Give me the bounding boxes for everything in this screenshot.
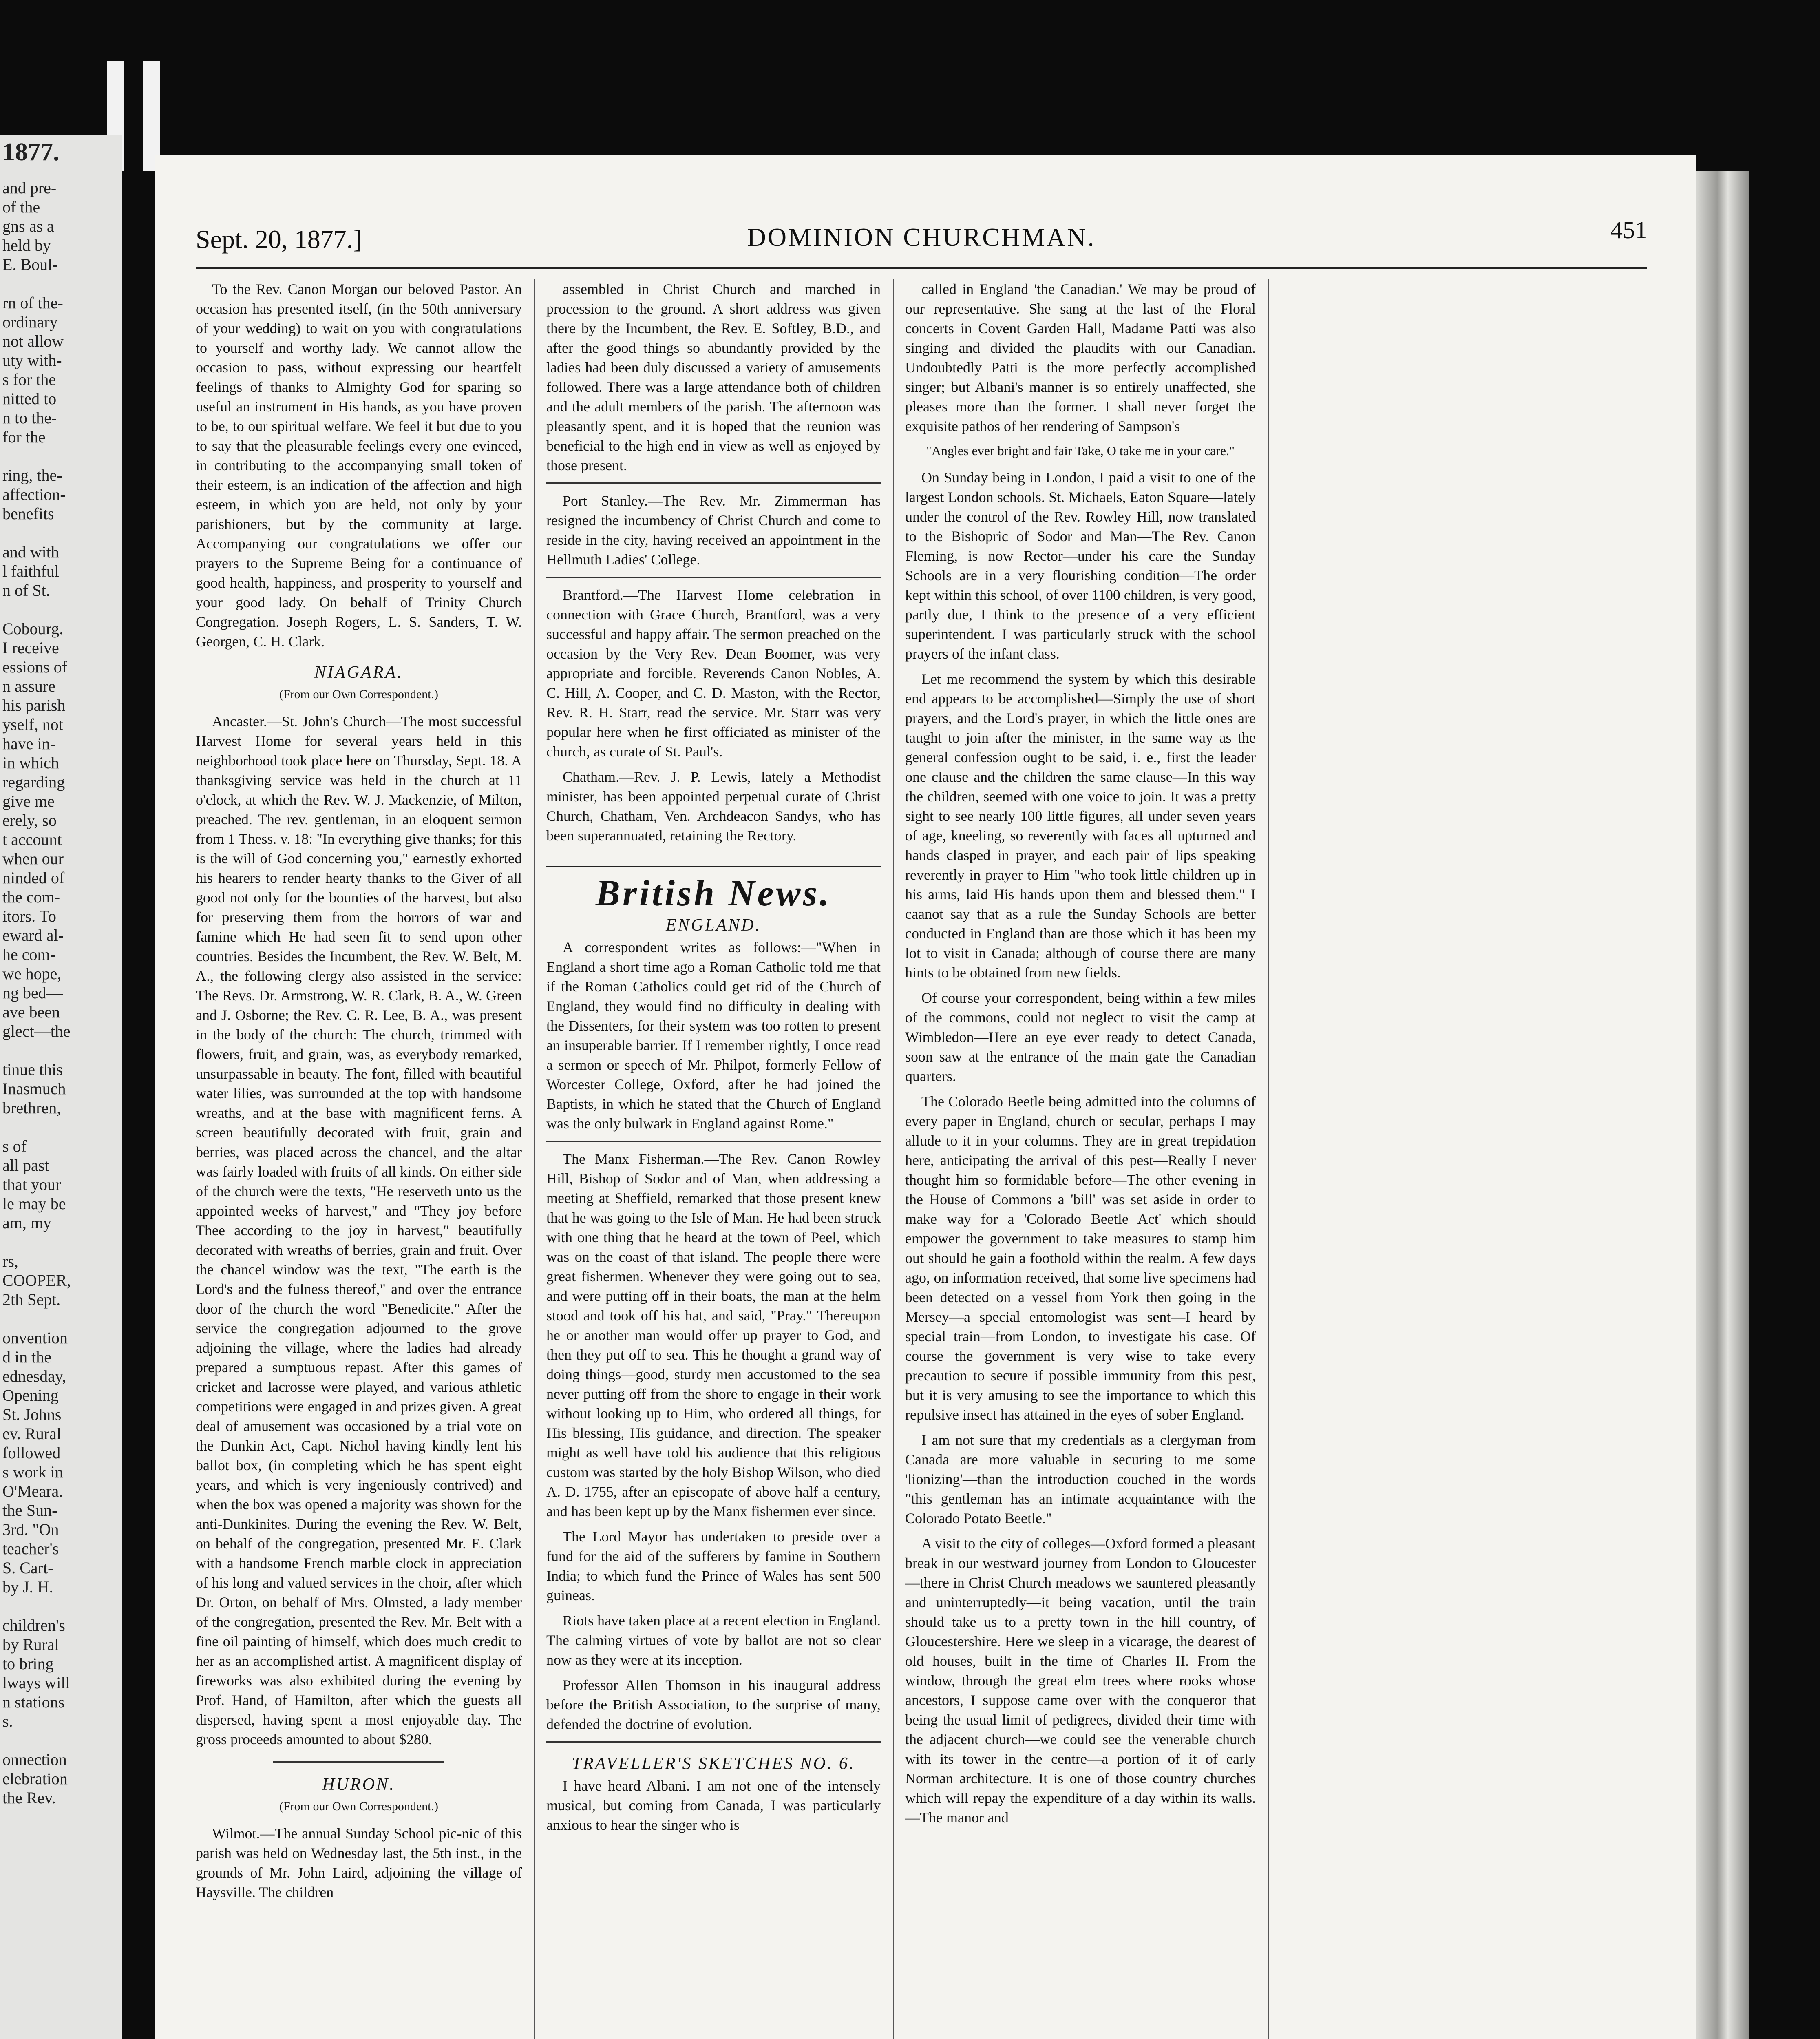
header-rule	[196, 267, 1647, 269]
previous-page-line: affection-	[2, 485, 66, 504]
previous-page-line: COOPER,	[2, 1271, 71, 1289]
previous-page-line: Cobourg.	[2, 619, 64, 638]
article-paragraph: Of course your correspondent, being within a few miles of the commons, could not neglect to visit the camp at Wimbledon—Here an eye ever ready to detect Canada, soon saw at the entrance of the main gate the Canadian quarters.	[905, 990, 1256, 1084]
article-paragraph: The Lord Mayor has undertaken to preside over a fund for the aid of the sufferers by famine in Southern India; to which fund the Prince of Wales has sent 500 guineas.	[546, 1528, 881, 1603]
previous-page-line: and with	[2, 543, 59, 561]
previous-page-line: we hope,	[2, 964, 62, 983]
previous-page-line: onnection	[2, 1750, 67, 1769]
previous-page-line: children's	[2, 1616, 65, 1634]
previous-page-line: held by	[2, 236, 51, 254]
previous-page-line: t account	[2, 830, 62, 849]
section-heading: HURON.	[322, 1775, 395, 1794]
previous-page-line: rn of the-	[2, 294, 63, 312]
article-paragraph: The Manx Fisherman.—The Rev. Canon Rowley Hill, Bishop of Sodor and of Man, when addressing a meeting at Sheffield, remarked that those present knew that he was going to the Isle of Man. He had been struck with one thing that he heard at the town of Peel, which was on the coast of that island. The people there were great fishermen. Whenever they were going out to sea, and were putting off in their boats, the man at the helm stood and took off his hat, and said, "Pray." Thereupon he or another man would offer up prayer to God, and then they put off to sea. This he thought a grand way of doing things—good, sturdy men accustomed to the sea never putting off from the shore to engage in their work without looking up to Him, who ordered all things, for His blessing, His guidance, and direction. The speaker might as well have told his audience that this religious custom was started by the holy Bishop Wilson, who died A. D. 1755, after an episcopate of above half a century, and has been kept up by the Manx fishermen ever since.	[546, 1151, 881, 1519]
previous-page-line: d in the	[2, 1348, 51, 1366]
correspondent-note: (From our Own Correspondent.)	[279, 1800, 438, 1813]
previous-page-line	[0, 1309, 122, 1328]
previous-page-line: I receive	[2, 639, 59, 657]
section-heading: TRAVELLER'S SKETCHES NO. 6.	[572, 1754, 855, 1773]
previous-page-line: itors. To	[2, 907, 57, 925]
article-paragraph: On Sunday being in London, I paid a visit to one of the largest London schools. St. Michaels, Eaton Square—lately under the control of the Rev. Rowley Hill, now translated to the Bishopric of Sodor and Man—The Rev. Canon Fleming, is now Rector—under his care the Sunday Schools are in a very flourishing condition—The order kept within this school, of over 1100 children, is very good, partly due, I think to the presence of a very efficient superintendent. I was particularly struck with the school prayers of the infant class.	[905, 469, 1256, 662]
previous-page-line: he com-	[2, 945, 55, 964]
section-rule	[546, 1141, 881, 1142]
header-date: Sept. 20, 1877.]	[196, 225, 362, 254]
previous-page-line	[0, 274, 122, 293]
previous-page-line: rs,	[2, 1252, 18, 1270]
previous-page-line: have in-	[2, 734, 55, 753]
article-paragraph: assembled in Christ Church and marched in procession to the ground. A short address was given there by the Incumbent, the Rev. E. Softley, B.D., and after the good things so abundantly provided by the ladies had been duly discussed a variety of amusements followed. There was a large attendance both of children and the adult members of the parish. The afternoon was pleasantly spent, and it is hoped that the reunion was beneficial to the high end in view as well as enjoyed by those present.	[546, 281, 881, 473]
previous-page-line: by Rural	[2, 1635, 59, 1654]
previous-page-line: eward al-	[2, 926, 64, 944]
verse-quote: "Angles ever bright and fair Take, O take me in your care."	[926, 443, 1235, 458]
column-divider	[534, 279, 535, 2039]
article-paragraph: Professor Allen Thomson in his inaugural address before the British Association, to the surprise of many, defended the doctrine of evolution.	[546, 1677, 881, 1732]
previous-page-line	[0, 1597, 122, 1616]
article-paragraph: I have heard Albani. I am not one of the intensely musical, but coming from Canada, I was particularly anxious to hear the singer who is	[546, 1778, 881, 1833]
previous-page-line: of the	[2, 198, 40, 216]
previous-page-line: elebration	[2, 1769, 68, 1788]
previous-page-line: ave been	[2, 1003, 60, 1021]
column-2	[546, 279, 881, 2039]
previous-page-line: gns as a	[2, 217, 54, 235]
section-heading: NIAGARA.	[314, 663, 403, 682]
previous-page-line: benefits	[2, 504, 54, 523]
previous-page-line: l faithful	[2, 562, 59, 580]
section-rule	[546, 482, 881, 484]
previous-page-line: Opening	[2, 1386, 59, 1404]
previous-page-line: ring, the-	[2, 466, 62, 484]
previous-page-line: 3rd. "On	[2, 1520, 59, 1539]
previous-page-line: brethren,	[2, 1099, 61, 1117]
previous-page-line: essions of	[2, 658, 67, 676]
header-title: DOMINION CHURCHMAN.	[747, 223, 1096, 252]
previous-page-line: ev. Rural	[2, 1424, 62, 1443]
previous-page-line: regarding	[2, 773, 65, 791]
section-heading: ENGLAND.	[666, 916, 761, 935]
previous-page-line: n to the-	[2, 409, 57, 427]
previous-page-line: E. Boul-	[2, 255, 58, 274]
previous-page-line	[0, 1232, 122, 1252]
article-paragraph: Riots have taken place at a recent election in England. The calming virtues of vote by ballot are not so clear now as they were at its inception.	[546, 1612, 881, 1668]
previous-page-line: the com-	[2, 888, 60, 906]
previous-page-line: n of St.	[2, 581, 50, 599]
previous-page-line	[0, 1041, 122, 1060]
previous-page-line: uty with-	[2, 351, 62, 369]
previous-page-line: in which	[2, 754, 59, 772]
column-divider	[893, 279, 894, 2039]
previous-page-line	[0, 1117, 122, 1137]
previous-page-line	[0, 447, 122, 466]
previous-page-fragments	[0, 178, 122, 1807]
article-paragraph: I am not sure that my credentials as a clergyman from Canada are more valuable in securing to me some 'lionizing'—than the introduction couched in the words "this gentleman has an intimate acquaintance with the Colorado Potato Beetle."	[905, 1432, 1256, 1526]
previous-page-line: onvention	[2, 1329, 68, 1347]
previous-page-year: 1877.	[2, 138, 60, 166]
page-number: 451	[1610, 217, 1647, 243]
page-header	[196, 216, 1647, 261]
previous-page-line: all past	[2, 1156, 49, 1174]
previous-page-line: s of	[2, 1137, 27, 1155]
column-divider	[1268, 279, 1269, 2039]
previous-page-line	[0, 523, 122, 542]
article-paragraph: A visit to the city of colleges—Oxford formed a pleasant break in our westward journey from London to Gloucester—there in Christ Church meadows we sauntered pleasantly and uninterruptedly—it being vacation, until the train should take us to a pretty town in the hill country, of Gloucestershire. Here we sleep in a vicarage, the dearest of old houses, built in the time of Charles II. From the window, through the great elm trees where rooks whose ancestors, I suppose came over with the conqueror that being the usual limit of pedigrees, divided their time with the adjacent church—we could see the venerable church with its tower in the centre—a portion of it of early Norman architecture. It is one of those country churches which will repay the expenditure of a day within its walls.—The manor and	[905, 1535, 1256, 1826]
column-1	[196, 279, 522, 2039]
previous-page-line: teacher's	[2, 1539, 59, 1558]
article-paragraph: Chatham.—Rev. J. P. Lewis, lately a Methodist minister, has been appointed perpetual curate of Christ Church, Chatham, Ven. Archdeacon Sandys, who has been superannuated, retaining the Rectory.	[546, 769, 881, 844]
previous-page-line: nitted to	[2, 389, 57, 408]
article-paragraph: called in England 'the Canadian.' We may be proud of our representative. She sang at the last of the Floral concerts in Covent Garden Hall, Madame Patti was also singing and divided the plaudits with our Canadian. Undoubtedly Patti is the more perfectly accomplished singer; but Albani's manner is so entirely unaffected, she pleases more than the former. I shall never forget the exquisite pathos of her rendering of Sampson's	[905, 281, 1256, 434]
previous-page-line: s for the	[2, 370, 56, 389]
article-paragraph: Ancaster.—St. John's Church—The most successful Harvest Home for several years held in this neighborhood took place here on Thursday, Sept. 18. A thanksgiving service was held in the church at 11 o'clock, at which the Rev. W. J. Mackenzie, of Milton, preached. The rev. gentleman, in an eloquent sermon from 1 Thess. v. 18: "In everything give thanks; for this is the will of God concerning you," earnestly exhorted his hearers to render hearty thanks to the Giver of all good not only for the bounties of the harvest, but also for preserving them from the horrors of war and famine which He had seen fit to send upon other countries. Besides the Incumbent, the Rev. W. Belt, M. A., the following clergy also assisted in the service: The Revs. Dr. Armstrong, W. R. Clark, B. A., W. Green and J. Osborne; the Rev. C. R. Lee, B. A., was present in the body of the church: The church, trimmed with flowers, fruit, and grain, was, as everybody remarked, unsurpassable in beauty. The font, filled with beautiful water lilies, was surrounded at the top with handsome wreaths, and at the base with magnificent ferns. A screen beautifully decorated with fruit, grain and berries, was placed across the chancel, and the altar was fairly loaded with fruits of all kinds. On either side of the church were the texts, "He reserveth unto us the appointed weeks of harvest," and "They joy before Thee according to the joy in harvest," beautifully decorated with wreaths of berries, grain and fruit. Over the chancel window was the text, "The earth is the Lord's and the fulness thereof," and over the entrance door of the church the word "Benedicite." After the service the congregation adjourned to the grove adjoining the village, where the ladies had already prepared a sumptuous repast. After this games of cricket and lacrosse were played, and various athletic competitions were engaged in and prizes given. A great deal of amusement was occasioned by a trial vote on the Dunkin Act, Capt. Nichol having kindly lent his ballot box, (in completing which he has spent eight years, and which is very ingeniously contrived) and when the box was opened a majority was shown for the anti-Dunkinites. During the evening the Rev. W. Belt, on behalf of the congregation, presented Mr. E. Clark with a handsome French marble clock in appreciation of his long and valued services in the choir, after which Dr. Orton, on behalf of Mrs. Olmsted, a lady member of the congregation, presented the Rev. Mr. Belt with a fine oil painting of himself, which does much credit to her as an accomplished artist. A magnificent display of fireworks was also exhibited during the evening by Prof. Hand, of Hamilton, after which the guests all dispersed, having spent a most enjoyable day. The gross proceeds amounted to about $280.	[196, 713, 522, 1747]
previous-page-line: s work in	[2, 1463, 63, 1481]
previous-page-line: the Sun-	[2, 1501, 57, 1519]
previous-page-line: give me	[2, 792, 55, 810]
previous-page-line: when our	[2, 849, 64, 868]
previous-page-line: lways will	[2, 1674, 70, 1692]
previous-page-line: followed	[2, 1444, 61, 1462]
article-paragraph: Wilmot.—The annual Sunday School pic-nic of this parish was held on Wednesday last, the 5th inst., in the grounds of Mr. John Laird, adjoining the village of Haysville. The children	[196, 1825, 522, 1900]
section-banner: British News.	[546, 866, 881, 903]
article-paragraph: A correspondent writes as follows:—"When in England a short time ago a Roman Catholic told me that if the Roman Catholics could get rid of the Church of England, they would find no difficulty in dealing with the Dissenters, for their system was too rotten to present an insuperable barrier. If I remember rightly, I once read a sermon or speech of Mr. Philpot, formerly Fellow of Worcester College, Oxford, after he had joined the Baptists, in which he stated that the Church of England was the only bulwark in England against Rome."	[546, 939, 881, 1132]
article-paragraph: Let me recommend the system by which this desirable end appears to be accomplished—Simply the use of short prayers, and the Lord's prayer, in which the little ones are taught to join after the minister, in the same way as the general confession ought to be said, i. e., first the leader one clause and the children the same clause—In this way the children, seemed with one voice to join. It was a pretty sight to see nearly 100 little figures, all under seven years of age, kneeling, so reverently with faces all upturned and hands clasped in prayer, and each pair of lips speaking reverently in prayer to Him "who took little children up in his arms, laid His hands upon them and blessed them." I caanot say that as a rule the Sunday Schools are better conducted in England than are those which it has been my lot to visit in Canada; although of course there are many hints to be obtained from new fields.	[905, 671, 1256, 981]
previous-page-line: n assure	[2, 677, 55, 695]
previous-page-line: ng bed—	[2, 984, 63, 1002]
previous-page-line: am, my	[2, 1214, 51, 1232]
previous-page-line: tinue this	[2, 1060, 63, 1079]
previous-page-line: Inasmuch	[2, 1079, 66, 1098]
article-paragraph: Brantford.—The Harvest Home celebration in connection with Grace Church, Brantford, was a very successful and happy affair. The sermon preached on the occasion by the Very Rev. Dean Boomer, was very appropriate and forcible. Reverends Canon Nobles, A. C. Hill, A. Cooper, and C. D. Maston, with the Rector, Rev. R. H. Starr, read the service. Mr. Starr was very popular here when he first officiated as minister of the church, as curate of St. Paul's.	[546, 587, 881, 760]
previous-page-line: the Rev.	[2, 1789, 56, 1807]
section-rule	[273, 1761, 444, 1763]
previous-page-line: s.	[2, 1712, 13, 1730]
previous-page-line: ordinary	[2, 313, 58, 331]
previous-page-line: not allow	[2, 332, 64, 350]
previous-page-line: by J. H.	[2, 1578, 53, 1596]
previous-page-line: ninded of	[2, 869, 65, 887]
previous-page-line: le may be	[2, 1194, 66, 1213]
article-paragraph: Port Stanley.—The Rev. Mr. Zimmerman has resigned the incumbency of Christ Church and come to reside in the city, having received an appointment in the Hellmuth Ladies' College.	[546, 493, 881, 568]
previous-page-line: yself, not	[2, 715, 63, 734]
previous-page-line: n stations	[2, 1693, 65, 1711]
section-rule	[546, 577, 881, 578]
previous-page-line: 2th Sept.	[2, 1290, 61, 1309]
previous-page-line: and pre-	[2, 179, 57, 197]
previous-page-line: St. Johns	[2, 1405, 62, 1424]
previous-page-strip	[0, 135, 122, 2039]
article-paragraph: To the Rev. Canon Morgan our beloved Pastor. An occasion has presented itself, (in the 50th anniversary of your wedding) to wait on you with congratulations to yourself and worthy lady. We cannot allow the occasion to pass, without expressing our heartfelt feelings of thanks to Almighty God for sparing so useful an instrument in His hands, as you have proven to be, to our spiritual welfare. We feel it but due to you to say that the pleasurable feelings every one evinced, in contributing to the accompanying small token of their esteem, is an indication of the affection and high esteem, in which you are held, not only by your parishioners, but by the community at large. Accompanying our congratulations we offer our prayers to the Supreme Being for a continuance of good health, happiness, and prosperity to yourself and your good lady. On behalf of Trinity Church Congregation. Joseph Rogers, L. S. Sanders, T. W. Georgen, C. H. Clark.	[196, 281, 522, 650]
correspondent-note: (From our Own Correspondent.)	[279, 688, 438, 701]
previous-page-line: to bring	[2, 1654, 54, 1673]
article-paragraph: The Colorado Beetle being admitted into the columns of every paper in England, church or secular, perhaps I may allude to it in your columns. They are in great trepidation here, anticipating the arrival of this pest—Really I never thought him so formidable before—The other evening in the House of Commons a 'bill' was set aside in order to make way for a 'Colorado Beetle Act' which should empower the government to take measures to stamp him out should he gain a foothold within the realm. A few days ago, on information received, that some live specimens had been detected on a vessel from York then going in the Mersey—a special entomologist was sent—I heard by special train—from London, to investigate his case. Of course the government is very wise to take every precaution to secure if possible immunity from this pest, but it is very amusing to see the importance to which this repulsive insect has attained in the eyes of sober England.	[905, 1093, 1256, 1423]
previous-page-line: S. Cart-	[2, 1559, 53, 1577]
previous-page-line: O'Meara.	[2, 1482, 63, 1500]
previous-page-line: his parish	[2, 696, 66, 714]
previous-page-line: for the	[2, 428, 46, 446]
previous-page-line: that your	[2, 1175, 61, 1194]
previous-page-line: glect—the	[2, 1022, 71, 1040]
section-rule	[546, 1741, 881, 1743]
previous-page-line: erely, so	[2, 811, 57, 829]
newspaper-page	[155, 155, 1696, 2039]
previous-page-line	[0, 600, 122, 619]
previous-page-line	[0, 1731, 122, 1750]
previous-page-line: ednesday,	[2, 1367, 66, 1385]
column-3	[905, 279, 1256, 2039]
page-stack-edge	[1696, 171, 1749, 2039]
